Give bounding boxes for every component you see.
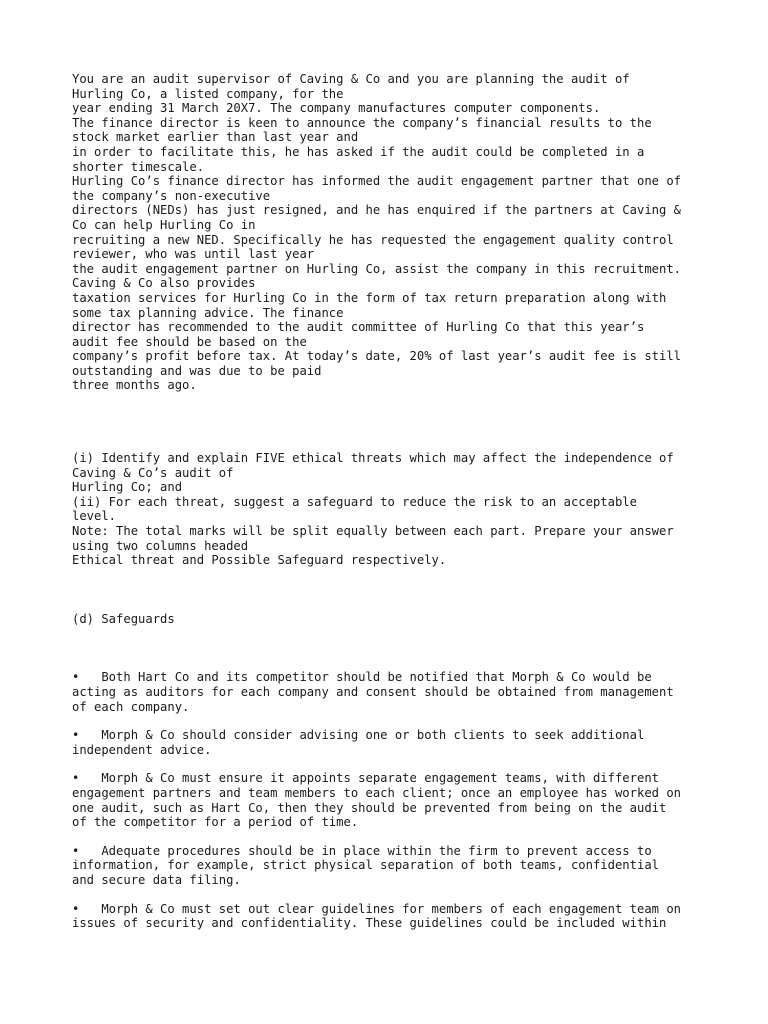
bullet-line: of each company. — [72, 699, 190, 714]
scenario-line: recruiting a new NED. Specifically he has requested the engagement quality control — [72, 232, 674, 247]
list-item — [72, 844, 712, 888]
bullet-line: one audit, such as Hart Co, then they should be prevented from being on the audit — [72, 800, 667, 815]
question-line: Caving & Co’s audit of — [72, 465, 234, 480]
question-line: using two columns headed — [72, 538, 249, 553]
scenario-line: You are an audit supervisor of Caving & Co and you are planning the audit of — [72, 72, 630, 86]
spacer — [72, 393, 712, 451]
scenario-line: director has recommended to the audit committee of Hurling Co that this year’s — [72, 320, 645, 335]
spacer — [72, 626, 712, 670]
bullet-line: • Morph & Co should consider advising one or both clients to seek additional — [72, 728, 645, 743]
safeguards-section — [72, 612, 712, 931]
scenario-line: year ending 31 March 20X7. The company manufactures computer components. — [72, 101, 601, 116]
section-heading: (d) Safeguards — [72, 611, 175, 626]
document-page — [72, 72, 712, 945]
question-line: level. — [72, 509, 117, 524]
scenario-line: reviewer, who was until last year — [72, 247, 315, 262]
scenario-paragraph — [72, 72, 712, 393]
question-line: Note: The total marks will be split equally between each part. Prepare your answer — [72, 524, 674, 539]
scenario-line: directors (NEDs) has just resigned, and he has enquired if the partners at Caving & — [72, 203, 682, 218]
list-item — [72, 728, 712, 757]
scenario-line: The finance director is keen to announce the company’s financial results to the — [72, 115, 652, 130]
scenario-line: Co can help Hurling Co in — [72, 217, 256, 232]
bullet-line: and secure data filing. — [72, 872, 241, 887]
scenario-line: the company’s non-executive — [72, 188, 271, 203]
list-item — [72, 771, 712, 829]
question-paragraph — [72, 451, 712, 568]
bullet-line: • Morph & Co must ensure it appoints separate engagement teams, with different — [72, 771, 659, 786]
scenario-line: company’s profit before tax. At today’s date, 20% of last year’s audit fee is still — [72, 349, 682, 364]
scenario-line: three months ago. — [72, 378, 197, 393]
question-line: (ii) For each threat, suggest a safeguard to reduce the risk to an acceptable — [72, 494, 637, 509]
question-line: Hurling Co; and — [72, 480, 183, 495]
spacer — [72, 568, 712, 612]
bullet-line: independent advice. — [72, 742, 212, 757]
bullet-line: information, for example, strict physical separation of both teams, confidential — [72, 858, 659, 873]
bullet-line: • Both Hart Co and its competitor should be notified that Morph & Co would be — [72, 670, 652, 685]
question-line: (i) Identify and explain FIVE ethical threats which may affect the independence of — [72, 451, 674, 466]
bullet-line: of the competitor for a period of time. — [72, 815, 359, 830]
list-item — [72, 670, 712, 714]
scenario-line: Caving & Co also provides — [72, 276, 256, 291]
scenario-line: audit fee should be based on the — [72, 334, 307, 349]
bullet-line: acting as auditors for each company and consent should be obtained from management — [72, 685, 674, 699]
question-line: Ethical threat and Possible Safeguard respectively. — [72, 553, 447, 568]
scenario-line: in order to facilitate this, he has asked if the audit could be completed in a — [72, 144, 645, 159]
scenario-line: shorter timescale. — [72, 159, 205, 174]
scenario-line: Hurling Co, a listed company, for the — [72, 86, 344, 101]
scenario-line: taxation services for Hurling Co in the form of tax return preparation along with — [72, 290, 667, 305]
scenario-line: outstanding and was due to be paid — [72, 363, 322, 378]
scenario-line: some tax planning advice. The finance — [72, 305, 344, 320]
scenario-line: the audit engagement partner on Hurling Co, assist the company in this recruitment. — [72, 261, 682, 276]
bullet-line: engagement partners and team members to each client; once an employee has worked on — [72, 785, 682, 800]
list-item — [72, 902, 712, 931]
scenario-line: Hurling Co’s finance director has informed the audit engagement partner that one of — [72, 174, 682, 189]
bullet-line: issues of security and confidentiality. These guidelines could be included within — [72, 916, 667, 931]
bullet-line: • Adequate procedures should be in place within the firm to prevent access to — [72, 843, 652, 858]
bullet-line: • Morph & Co must set out clear guidelines for members of each engagement team on — [72, 901, 682, 916]
scenario-line: stock market earlier than last year and — [72, 130, 359, 145]
